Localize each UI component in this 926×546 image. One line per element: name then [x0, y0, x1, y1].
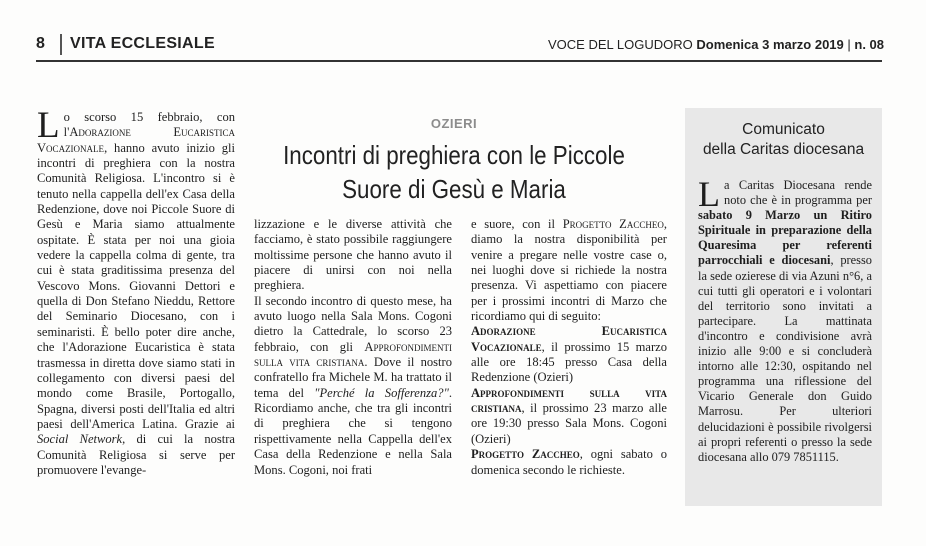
article-headline: Incontri di preghiera con le Piccole Suore di Gesù e Maria: [283, 140, 625, 204]
issue-date: Domenica 3 marzo 2019: [696, 37, 844, 52]
sidebar-body: [698, 174, 873, 465]
text-run: a Caritas Diocesana rende noto che è in programma per: [724, 178, 872, 208]
paragraph: [254, 294, 452, 478]
text-run: o scorso 15 febbraio, con l': [63, 110, 235, 140]
header-separator: [60, 34, 62, 55]
text-run: Adorazione Eucaristica Vocazionale: [37, 125, 235, 155]
page-header: [0, 32, 926, 58]
text-run: . Ricordiamo anche, che tra gli incontri di preghiera che si tengono rispettivamente nella Cappella dell'ex Casa della Redenzione e nella Sala Mons. Cogoni, noi frati: [254, 385, 452, 477]
issue-number: n. 08: [854, 37, 884, 52]
article-column-2: [254, 217, 452, 478]
text-run: sabato 9 Marzo un Ritiro Spirituale in preparazione della Quaresima per referenti parrocchiali e diocesani: [698, 208, 872, 268]
text-run: , diamo la nostra disponibilità per venire a pregare nelle vostre case o, nei luoghi dove si richiede la nostra presenza. Vi aspettiamo con piacere per i prossimi incontri di Marzo che ricordiamo qui di seguito:: [471, 217, 667, 324]
event-details: , il prossimo 15 marzo alle ore 18:45 presso Casa della Redenzione (Ozieri): [471, 339, 667, 385]
sidebar-title-line: Comunicato: [742, 121, 825, 138]
text-run: Progetto Zaccheo: [562, 217, 664, 231]
drop-cap: L: [698, 174, 720, 214]
page-number: 8: [36, 35, 45, 52]
text-run: Il secondo incontro di questo mese, ha avuto luogo nella Sala Mons. Cogoni dietro la Cattedrale, lo scorso 23 febbraio, con gli: [254, 293, 452, 354]
sidebar-title-line: della Caritas diocesana: [702, 141, 865, 158]
paragraph: lizzazione e le diverse attività che facciamo, è stato possibile raggiungere moltissime persone che hanno avuto il piacere di unirsi con noi nella preghiera.: [254, 217, 452, 293]
text-run: , di cui la nostra Comunità Religiosa si serve per promuovere l'evange-: [37, 432, 236, 477]
text-run: . Dove il nostro confratello fra Michele M. ha trattato il tema del: [254, 355, 452, 400]
event-item: [471, 386, 667, 447]
section-title: VITA ECCLESIALE: [70, 35, 215, 52]
text-run: e suore, con il: [471, 217, 563, 231]
caritas-sidebar: [685, 108, 882, 506]
publication-name: VOCE DEL LOGUDORO: [548, 37, 693, 52]
event-title: Progetto Zaccheo: [471, 447, 580, 462]
sidebar-title: [685, 120, 882, 160]
paragraph: [37, 105, 236, 478]
article-column-3: [471, 217, 667, 478]
article-kicker: OZIERI: [430, 116, 478, 131]
text-run: , presso la sede ozierese di via Azuni n°6, a cui tutti gli operatori e i volontari del territorio sono invitati a partecipare. La mattinata d'incontro e condivisione avrà inizio alle 9:00 e si concluderà intorno alle 12:30, ospitando nel programma una riflessione del Vicario Generale don Guido Marrosu. Per ulteriori delucidazioni è possibile rivolgersi ai propri referenti o presso la sede diocesana allo 079 7851115.: [698, 253, 873, 464]
text-run: , hanno avuto inizio gli incontri di preghiera con la nostra Comunità Religiosa. L'incontro si è tenuto nella cappella dell'ex Casa della Redenzione, dove noi Piccole Suore di Gesù e Maria siamo attualmente ospitate. È stata per noi una gioia vedere la cappella colma di gente, tra cui è stata graditissima presenza del Vescovo Mons. Giovanni Dettori e quella di Don Stefano Nieddu, Rettore del Seminario Diocesano, con i seminaristi. È bello poter dire anche, che l'Adorazione Eucaristica è stata trasmessa in diretta dove siamo stati in collegamento con diversi paesi del mondo come Brasile, Portogallo, Spagna, diversi posti dell'Italia ed altri paesi dell'America Latina. Grazie ai: [37, 140, 235, 431]
drop-cap: L: [37, 105, 60, 146]
event-item: [471, 324, 667, 385]
text-run: Social Network: [37, 432, 123, 447]
text-run: Approfondimenti sulla vita cristiana: [254, 339, 452, 370]
event-item: [471, 447, 667, 478]
publication-info: VOCE DEL LOGUDORO Domenica 3 marzo 2019 | n. 08: [548, 37, 884, 52]
paragraph: [471, 217, 667, 324]
text-run: "Perché la Sofferenza?": [314, 385, 449, 400]
event-details: , il prossimo 23 marzo alle ore 19:30 presso Sala Mons. Cogoni (Ozieri): [471, 401, 667, 446]
header-rule: [36, 60, 882, 62]
article-column-1: [37, 105, 236, 478]
event-title: Adorazione Eucaristica Vocazionale: [471, 324, 667, 354]
event-details: , ogni sabato o domenica secondo le richieste.: [471, 447, 667, 477]
event-title: Approfondimenti sulla vita cristiana: [471, 385, 667, 416]
